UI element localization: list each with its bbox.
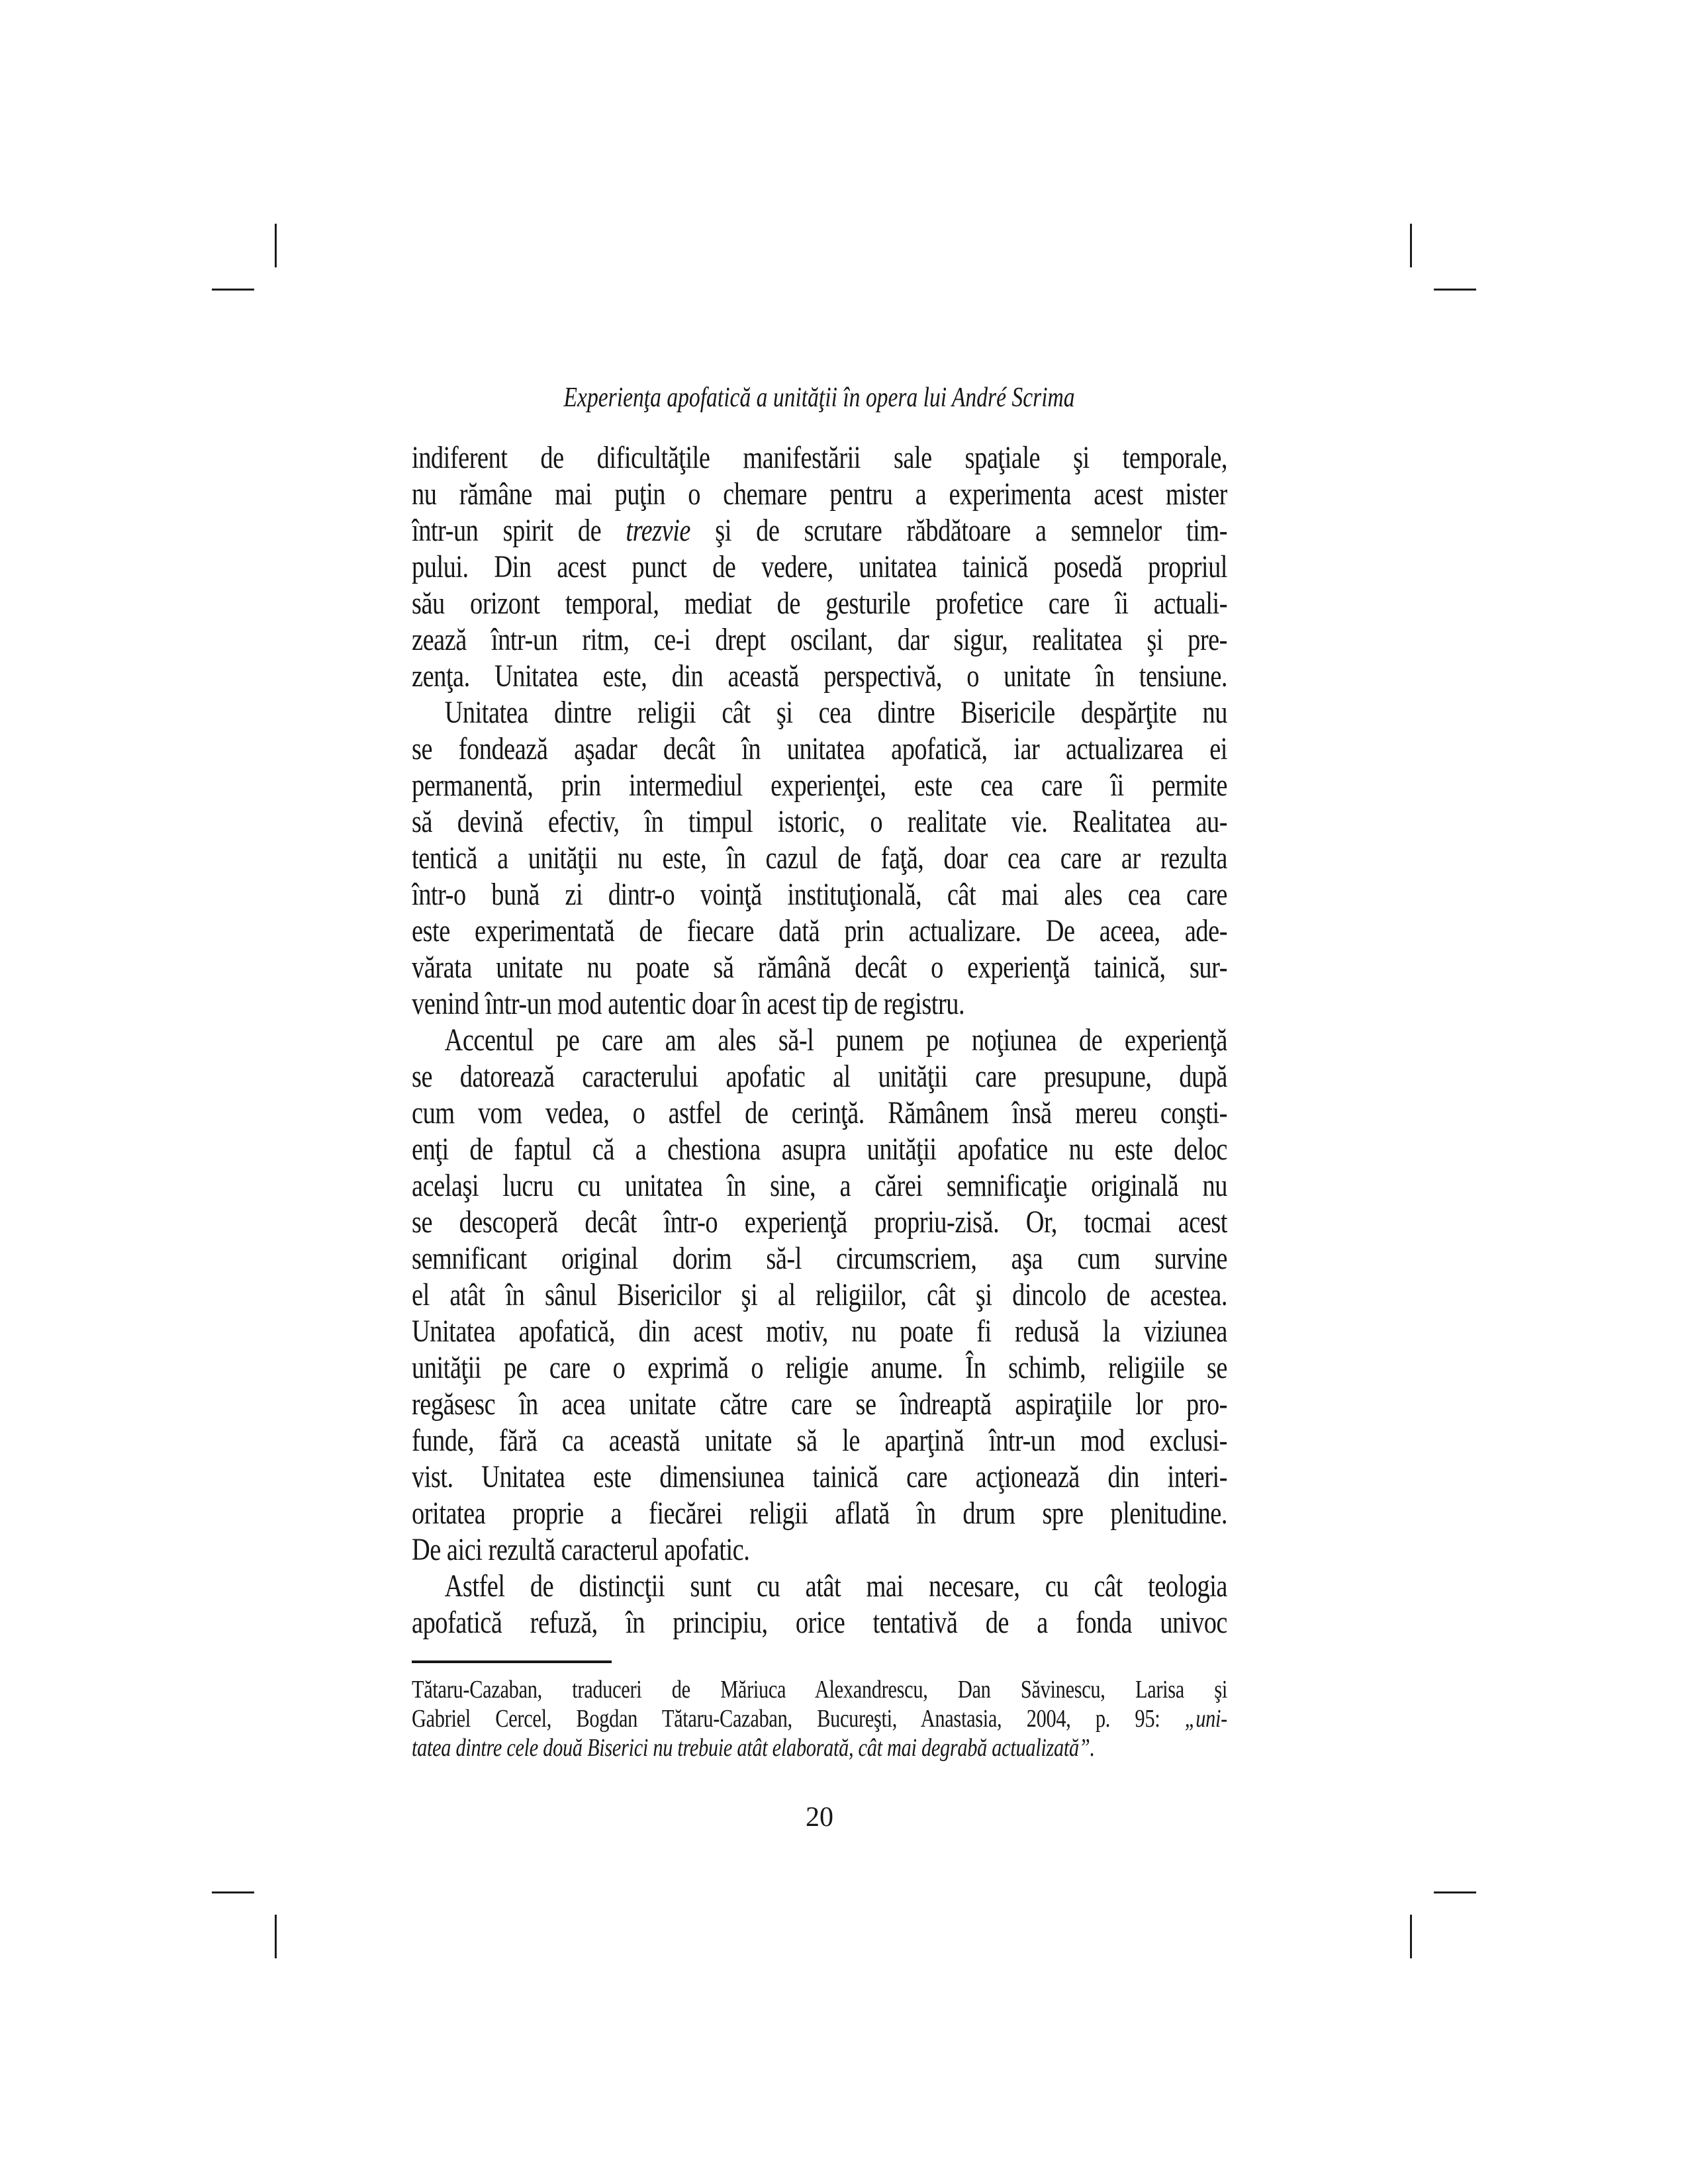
text-line — [412, 876, 1227, 913]
text-line — [412, 1568, 1227, 1604]
text-line — [412, 1131, 1227, 1167]
text-segment: enţi de faptul că a chestiona asupra unităţii apofatice nu este deloc — [412, 1132, 1227, 1167]
crop-mark-top-left-horizontal — [212, 289, 254, 291]
text-line — [412, 1604, 1227, 1641]
crop-mark-top-left-vertical — [275, 224, 277, 267]
text-segment: pului. Din acest punct de vedere, unitatea tainică posedă propriul — [412, 549, 1227, 584]
text-line — [412, 549, 1227, 585]
footnote-separator — [412, 1661, 612, 1663]
text-line — [412, 1313, 1227, 1349]
text-line — [412, 512, 1227, 549]
text-segment: acelaşi lucru cu unitatea în sine, a cărei semnificaţie originală nu — [412, 1168, 1227, 1203]
text-line — [412, 1277, 1227, 1313]
text-segment: să devină efectiv, în timpul istoric, o realitate vie. Realitatea au- — [412, 804, 1227, 839]
text-segment: unităţii pe care o exprimă o religie anume. În schimb, religiile se — [412, 1350, 1227, 1385]
text-line — [412, 1531, 1227, 1568]
text-segment: Astfel de distincţii sunt cu atât mai necesare, cu cât teologia — [444, 1569, 1227, 1604]
text-line — [412, 621, 1227, 658]
text-segment: cum vom vedea, o astfel de cerinţă. Rămânem însă mereu conşti- — [412, 1095, 1227, 1130]
text-line — [412, 1022, 1227, 1058]
crop-mark-top-right-horizontal — [1434, 289, 1476, 291]
crop-mark-bottom-right-vertical — [1410, 1915, 1412, 1958]
text-segment: Gabriel Cercel, Bogdan Tătaru-Cazaban, Bucureşti, Anastasia, 2004, p. 95: — [412, 1705, 1185, 1733]
text-line — [412, 658, 1227, 694]
text-line — [412, 1495, 1227, 1531]
text-line — [412, 803, 1227, 840]
text-segment: său orizont temporal, mediat de gesturile profetice care îi actuali- — [412, 586, 1227, 621]
text-line — [412, 476, 1227, 512]
text-segment: Accentul pe care am ales să-l punem pe noţiunea de experienţă — [444, 1023, 1227, 1058]
text-segment: Unitatea dintre religii cât şi cea dintre Bisericile despărţite nu — [444, 695, 1227, 730]
italic-text: trezvie — [626, 513, 690, 548]
text-segment: regăsesc în acea unitate către care se îndreaptă aspiraţiile lor pro- — [412, 1387, 1227, 1422]
text-segment: zează într-un ritm, ce-i drept oscilant, dar sigur, realitatea şi pre- — [412, 622, 1227, 657]
footnote — [412, 1675, 1227, 1762]
text-line — [412, 840, 1227, 876]
text-segment: se fondează aşadar decât în unitatea apofatică, iar actualizarea ei — [412, 731, 1227, 766]
body-text — [412, 439, 1227, 1641]
text-segment: şi de scrutare răbdătoare a semnelor tim- — [690, 513, 1227, 548]
text-segment: permanentă, prin intermediul experienţei, este cea care îi permite — [412, 768, 1227, 803]
crop-mark-top-right-vertical — [1410, 224, 1412, 267]
text-segment: oritatea proprie a fiecărei religii aflată în drum spre plenitudine. — [412, 1496, 1227, 1531]
text-segment: semnificant original dorim să-l circumscriem, aşa cum survine — [412, 1241, 1227, 1276]
text-segment: vărata unitate nu poate să rămână decât o experienţă tainică, sur- — [412, 950, 1227, 985]
crop-mark-bottom-right-horizontal — [1434, 1891, 1476, 1893]
text-line — [412, 731, 1227, 767]
text-line — [412, 1386, 1227, 1422]
text-line — [412, 1240, 1227, 1277]
text-segment: funde, fără ca această unitate să le aparţină într-un mod exclusi- — [412, 1423, 1227, 1458]
italic-text: „uni- — [1184, 1705, 1227, 1733]
text-line — [412, 1733, 1227, 1762]
text-line — [412, 1422, 1227, 1459]
crop-mark-bottom-left-horizontal — [212, 1891, 254, 1893]
text-segment: tentică a unităţii nu este, în cazul de faţă, doar cea care ar rezulta — [412, 841, 1227, 876]
running-header-title: Experienţa apofatică a unităţii în opera lui André Scrima — [563, 383, 1076, 413]
text-line — [412, 767, 1227, 803]
text-segment: el atât în sânul Bisericilor şi al religiilor, cât şi dincolo de acestea. — [412, 1277, 1227, 1312]
text-segment: indiferent de dificultăţile manifestării sale spaţiale şi temporale, — [412, 440, 1227, 475]
text-line — [412, 1167, 1227, 1204]
text-line — [412, 913, 1227, 949]
text-line — [412, 1704, 1227, 1733]
text-line — [412, 1459, 1227, 1495]
text-line — [412, 1058, 1227, 1095]
italic-text: tatea dintre cele două Biserici nu trebuie atât elaborată, cât mai degrabă actualizată”. — [412, 1734, 1095, 1762]
text-line — [412, 439, 1227, 476]
text-line — [412, 1204, 1227, 1240]
page-number: 20 — [806, 1802, 833, 1833]
text-segment: venind într-un mod autentic doar în acest tip de registru. — [412, 986, 965, 1021]
text-segment: vist. Unitatea este dimensiunea tainică care acţionează din interi- — [412, 1459, 1227, 1494]
text-segment: într-o bună zi dintr-o voinţă instituţională, cât mai ales cea care — [412, 877, 1227, 912]
text-line — [412, 1349, 1227, 1386]
text-line — [412, 585, 1227, 621]
text-line — [412, 985, 1227, 1022]
text-segment: se datorează caracterului apofatic al unităţii care presupune, după — [412, 1059, 1227, 1094]
text-segment: nu rămâne mai puţin o chemare pentru a experimenta acest mister — [412, 477, 1227, 512]
text-segment: De aici rezultă caracterul apofatic. — [412, 1532, 750, 1567]
text-line — [412, 1675, 1227, 1704]
text-line — [412, 949, 1227, 985]
text-segment: într-un spirit de — [412, 513, 626, 548]
running-header — [412, 381, 1227, 414]
crop-mark-bottom-left-vertical — [275, 1915, 277, 1958]
text-segment: apofatică refuză, în principiu, orice tentativă de a fonda univoc — [412, 1605, 1227, 1640]
text-line — [412, 694, 1227, 731]
text-segment: zenţa. Unitatea este, din această perspectivă, o unitate în tensiune. — [412, 659, 1227, 694]
text-segment: se descoperă decât într-o experienţă propriu-zisă. Or, tocmai acest — [412, 1205, 1227, 1240]
text-segment: este experimentată de fiecare dată prin actualizare. De aceea, ade- — [412, 913, 1227, 948]
text-segment: Tătaru-Cazaban, traduceri de Măriuca Alexandrescu, Dan Săvinescu, Larisa şi — [412, 1676, 1227, 1704]
text-segment: Unitatea apofatică, din acest motiv, nu poate fi redusă la viziunea — [412, 1314, 1227, 1349]
text-line — [412, 1095, 1227, 1131]
